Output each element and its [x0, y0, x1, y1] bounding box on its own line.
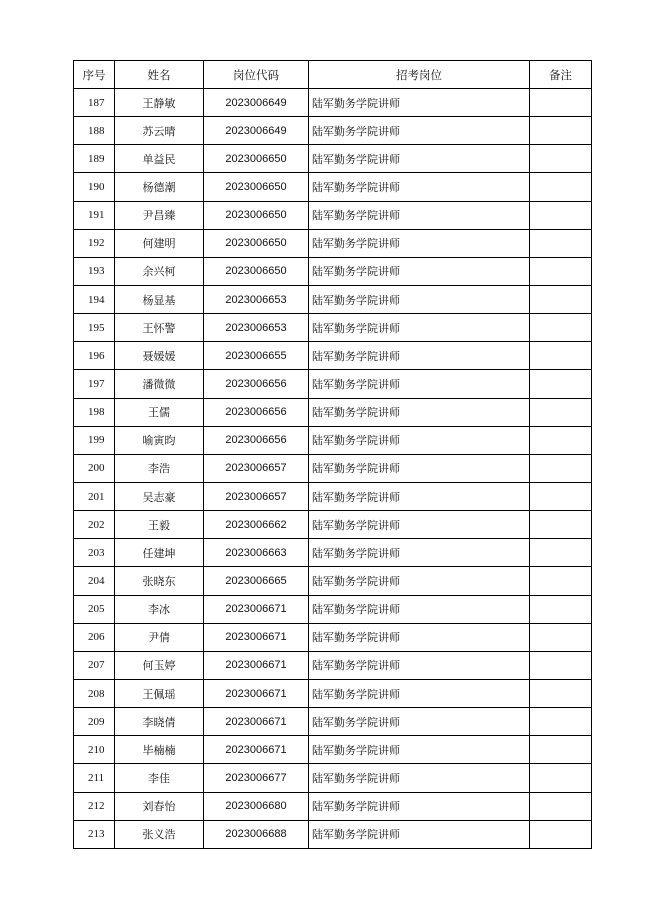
cell-post: 陆军勤务学院讲师: [309, 595, 530, 623]
cell-note: [530, 595, 592, 623]
cell-note: [530, 201, 592, 229]
cell-post-code: 2023006657: [204, 482, 309, 510]
cell-name: 李佳: [115, 764, 204, 792]
cell-post: 陆军勤务学院讲师: [309, 454, 530, 482]
header-post-code: 岗位代码: [204, 61, 309, 89]
table-row: [74, 482, 592, 510]
cell-post: 陆军勤务学院讲师: [309, 117, 530, 145]
table-row: [74, 595, 592, 623]
table-row: [74, 426, 592, 454]
cell-post-code: 2023006657: [204, 454, 309, 482]
cell-note: [530, 285, 592, 313]
cell-post: 陆军勤务学院讲师: [309, 482, 530, 510]
table-body: [74, 89, 592, 849]
cell-name: 张义浩: [115, 820, 204, 848]
cell-serial: 204: [74, 567, 115, 595]
table-header-row: [74, 61, 592, 89]
table-row: [74, 117, 592, 145]
cell-serial: 203: [74, 539, 115, 567]
cell-post-code: 2023006650: [204, 173, 309, 201]
cell-post-code: 2023006656: [204, 370, 309, 398]
table-row: [74, 314, 592, 342]
cell-note: [530, 482, 592, 510]
cell-post-code: 2023006663: [204, 539, 309, 567]
cell-post-code: 2023006650: [204, 201, 309, 229]
cell-serial: 211: [74, 764, 115, 792]
cell-post-code: 2023006688: [204, 820, 309, 848]
cell-post: 陆军勤务学院讲师: [309, 285, 530, 313]
cell-serial: 199: [74, 426, 115, 454]
cell-post-code: 2023006656: [204, 398, 309, 426]
cell-post-code: 2023006671: [204, 679, 309, 707]
cell-post: 陆军勤务学院讲师: [309, 567, 530, 595]
cell-name: 王静敏: [115, 89, 204, 117]
cell-note: [530, 229, 592, 257]
cell-note: [530, 398, 592, 426]
cell-serial: 190: [74, 173, 115, 201]
cell-name: 毕楠楠: [115, 736, 204, 764]
header-serial: 序号: [74, 61, 115, 89]
cell-post-code: 2023006662: [204, 511, 309, 539]
table-row: [74, 539, 592, 567]
cell-note: [530, 145, 592, 173]
cell-serial: 188: [74, 117, 115, 145]
cell-note: [530, 173, 592, 201]
cell-post: 陆军勤务学院讲师: [309, 201, 530, 229]
table-row: [74, 454, 592, 482]
cell-post: 陆军勤务学院讲师: [309, 257, 530, 285]
table-row: [74, 820, 592, 848]
cell-name: 杨显基: [115, 285, 204, 313]
cell-post-code: 2023006671: [204, 651, 309, 679]
cell-serial: 187: [74, 89, 115, 117]
table-row: [74, 623, 592, 651]
cell-note: [530, 511, 592, 539]
table-row: [74, 398, 592, 426]
cell-post: 陆军勤务学院讲师: [309, 342, 530, 370]
cell-name: 李晓倩: [115, 708, 204, 736]
cell-note: [530, 651, 592, 679]
cell-note: [530, 117, 592, 145]
table-row: [74, 173, 592, 201]
cell-serial: 201: [74, 482, 115, 510]
table-row: [74, 145, 592, 173]
cell-post-code: 2023006649: [204, 117, 309, 145]
cell-post-code: 2023006671: [204, 595, 309, 623]
cell-post-code: 2023006650: [204, 229, 309, 257]
cell-post-code: 2023006656: [204, 426, 309, 454]
table-row: [74, 201, 592, 229]
cell-note: [530, 342, 592, 370]
cell-serial: 192: [74, 229, 115, 257]
cell-post: 陆军勤务学院讲师: [309, 651, 530, 679]
cell-serial: 200: [74, 454, 115, 482]
cell-serial: 196: [74, 342, 115, 370]
cell-post-code: 2023006650: [204, 145, 309, 173]
header-note: 备注: [530, 61, 592, 89]
cell-serial: 207: [74, 651, 115, 679]
cell-note: [530, 454, 592, 482]
cell-note: [530, 764, 592, 792]
cell-post-code: 2023006680: [204, 792, 309, 820]
cell-serial: 193: [74, 257, 115, 285]
cell-name: 王儒: [115, 398, 204, 426]
cell-note: [530, 257, 592, 285]
cell-post-code: 2023006649: [204, 89, 309, 117]
cell-serial: 205: [74, 595, 115, 623]
table-row: [74, 511, 592, 539]
header-post: 招考岗位: [309, 61, 530, 89]
table-row: [74, 229, 592, 257]
cell-name: 刘春怡: [115, 792, 204, 820]
cell-post-code: 2023006653: [204, 314, 309, 342]
cell-post-code: 2023006671: [204, 623, 309, 651]
cell-name: 何建明: [115, 229, 204, 257]
cell-note: [530, 708, 592, 736]
cell-serial: 198: [74, 398, 115, 426]
cell-serial: 213: [74, 820, 115, 848]
cell-serial: 194: [74, 285, 115, 313]
table-row: [74, 342, 592, 370]
cell-post: 陆军勤务学院讲师: [309, 229, 530, 257]
cell-name: 何玉婷: [115, 651, 204, 679]
cell-post-code: 2023006677: [204, 764, 309, 792]
cell-post-code: 2023006671: [204, 708, 309, 736]
cell-name: 杨德潮: [115, 173, 204, 201]
cell-name: 张晓东: [115, 567, 204, 595]
cell-post-code: 2023006655: [204, 342, 309, 370]
cell-note: [530, 314, 592, 342]
table-row: [74, 257, 592, 285]
cell-post: 陆军勤务学院讲师: [309, 370, 530, 398]
table-row: [74, 679, 592, 707]
cell-post: 陆军勤务学院讲师: [309, 539, 530, 567]
cell-note: [530, 426, 592, 454]
table-row: [74, 651, 592, 679]
cell-post-code: 2023006650: [204, 257, 309, 285]
cell-name: 潘微微: [115, 370, 204, 398]
cell-post: 陆军勤务学院讲师: [309, 708, 530, 736]
cell-note: [530, 370, 592, 398]
cell-name: 喻寅昀: [115, 426, 204, 454]
cell-name: 尹倩: [115, 623, 204, 651]
cell-name: 王佩瑶: [115, 679, 204, 707]
cell-post: 陆军勤务学院讲师: [309, 173, 530, 201]
cell-serial: 212: [74, 792, 115, 820]
cell-post: 陆军勤务学院讲师: [309, 792, 530, 820]
table-row: [74, 708, 592, 736]
cell-post: 陆军勤务学院讲师: [309, 511, 530, 539]
cell-note: [530, 679, 592, 707]
cell-name: 王怀警: [115, 314, 204, 342]
cell-note: [530, 623, 592, 651]
cell-name: 李冰: [115, 595, 204, 623]
cell-note: [530, 567, 592, 595]
cell-post: 陆军勤务学院讲师: [309, 764, 530, 792]
cell-post: 陆军勤务学院讲师: [309, 736, 530, 764]
cell-serial: 206: [74, 623, 115, 651]
cell-post: 陆军勤务学院讲师: [309, 398, 530, 426]
cell-note: [530, 89, 592, 117]
cell-serial: 208: [74, 679, 115, 707]
cell-name: 李浩: [115, 454, 204, 482]
cell-note: [530, 792, 592, 820]
cell-post: 陆军勤务学院讲师: [309, 89, 530, 117]
cell-serial: 189: [74, 145, 115, 173]
cell-name: 余兴柯: [115, 257, 204, 285]
cell-name: 尹昌臻: [115, 201, 204, 229]
cell-name: 王毅: [115, 511, 204, 539]
cell-post-code: 2023006671: [204, 736, 309, 764]
cell-serial: 197: [74, 370, 115, 398]
candidate-table: [73, 60, 592, 849]
table-row: [74, 285, 592, 313]
cell-post: 陆军勤务学院讲师: [309, 145, 530, 173]
cell-serial: 191: [74, 201, 115, 229]
cell-serial: 202: [74, 511, 115, 539]
cell-post: 陆军勤务学院讲师: [309, 314, 530, 342]
cell-name: 单益民: [115, 145, 204, 173]
cell-post: 陆军勤务学院讲师: [309, 623, 530, 651]
header-name: 姓名: [115, 61, 204, 89]
cell-serial: 210: [74, 736, 115, 764]
cell-post: 陆军勤务学院讲师: [309, 679, 530, 707]
cell-post-code: 2023006653: [204, 285, 309, 313]
cell-note: [530, 539, 592, 567]
cell-post-code: 2023006665: [204, 567, 309, 595]
table-row: [74, 736, 592, 764]
table-row: [74, 567, 592, 595]
table-row: [74, 89, 592, 117]
cell-post: 陆军勤务学院讲师: [309, 426, 530, 454]
cell-name: 任建坤: [115, 539, 204, 567]
table-row: [74, 792, 592, 820]
table-row: [74, 370, 592, 398]
cell-note: [530, 736, 592, 764]
cell-name: 聂媛媛: [115, 342, 204, 370]
cell-name: 苏云晴: [115, 117, 204, 145]
cell-serial: 195: [74, 314, 115, 342]
cell-note: [530, 820, 592, 848]
cell-serial: 209: [74, 708, 115, 736]
table-row: [74, 764, 592, 792]
cell-name: 吴志豪: [115, 482, 204, 510]
cell-post: 陆军勤务学院讲师: [309, 820, 530, 848]
